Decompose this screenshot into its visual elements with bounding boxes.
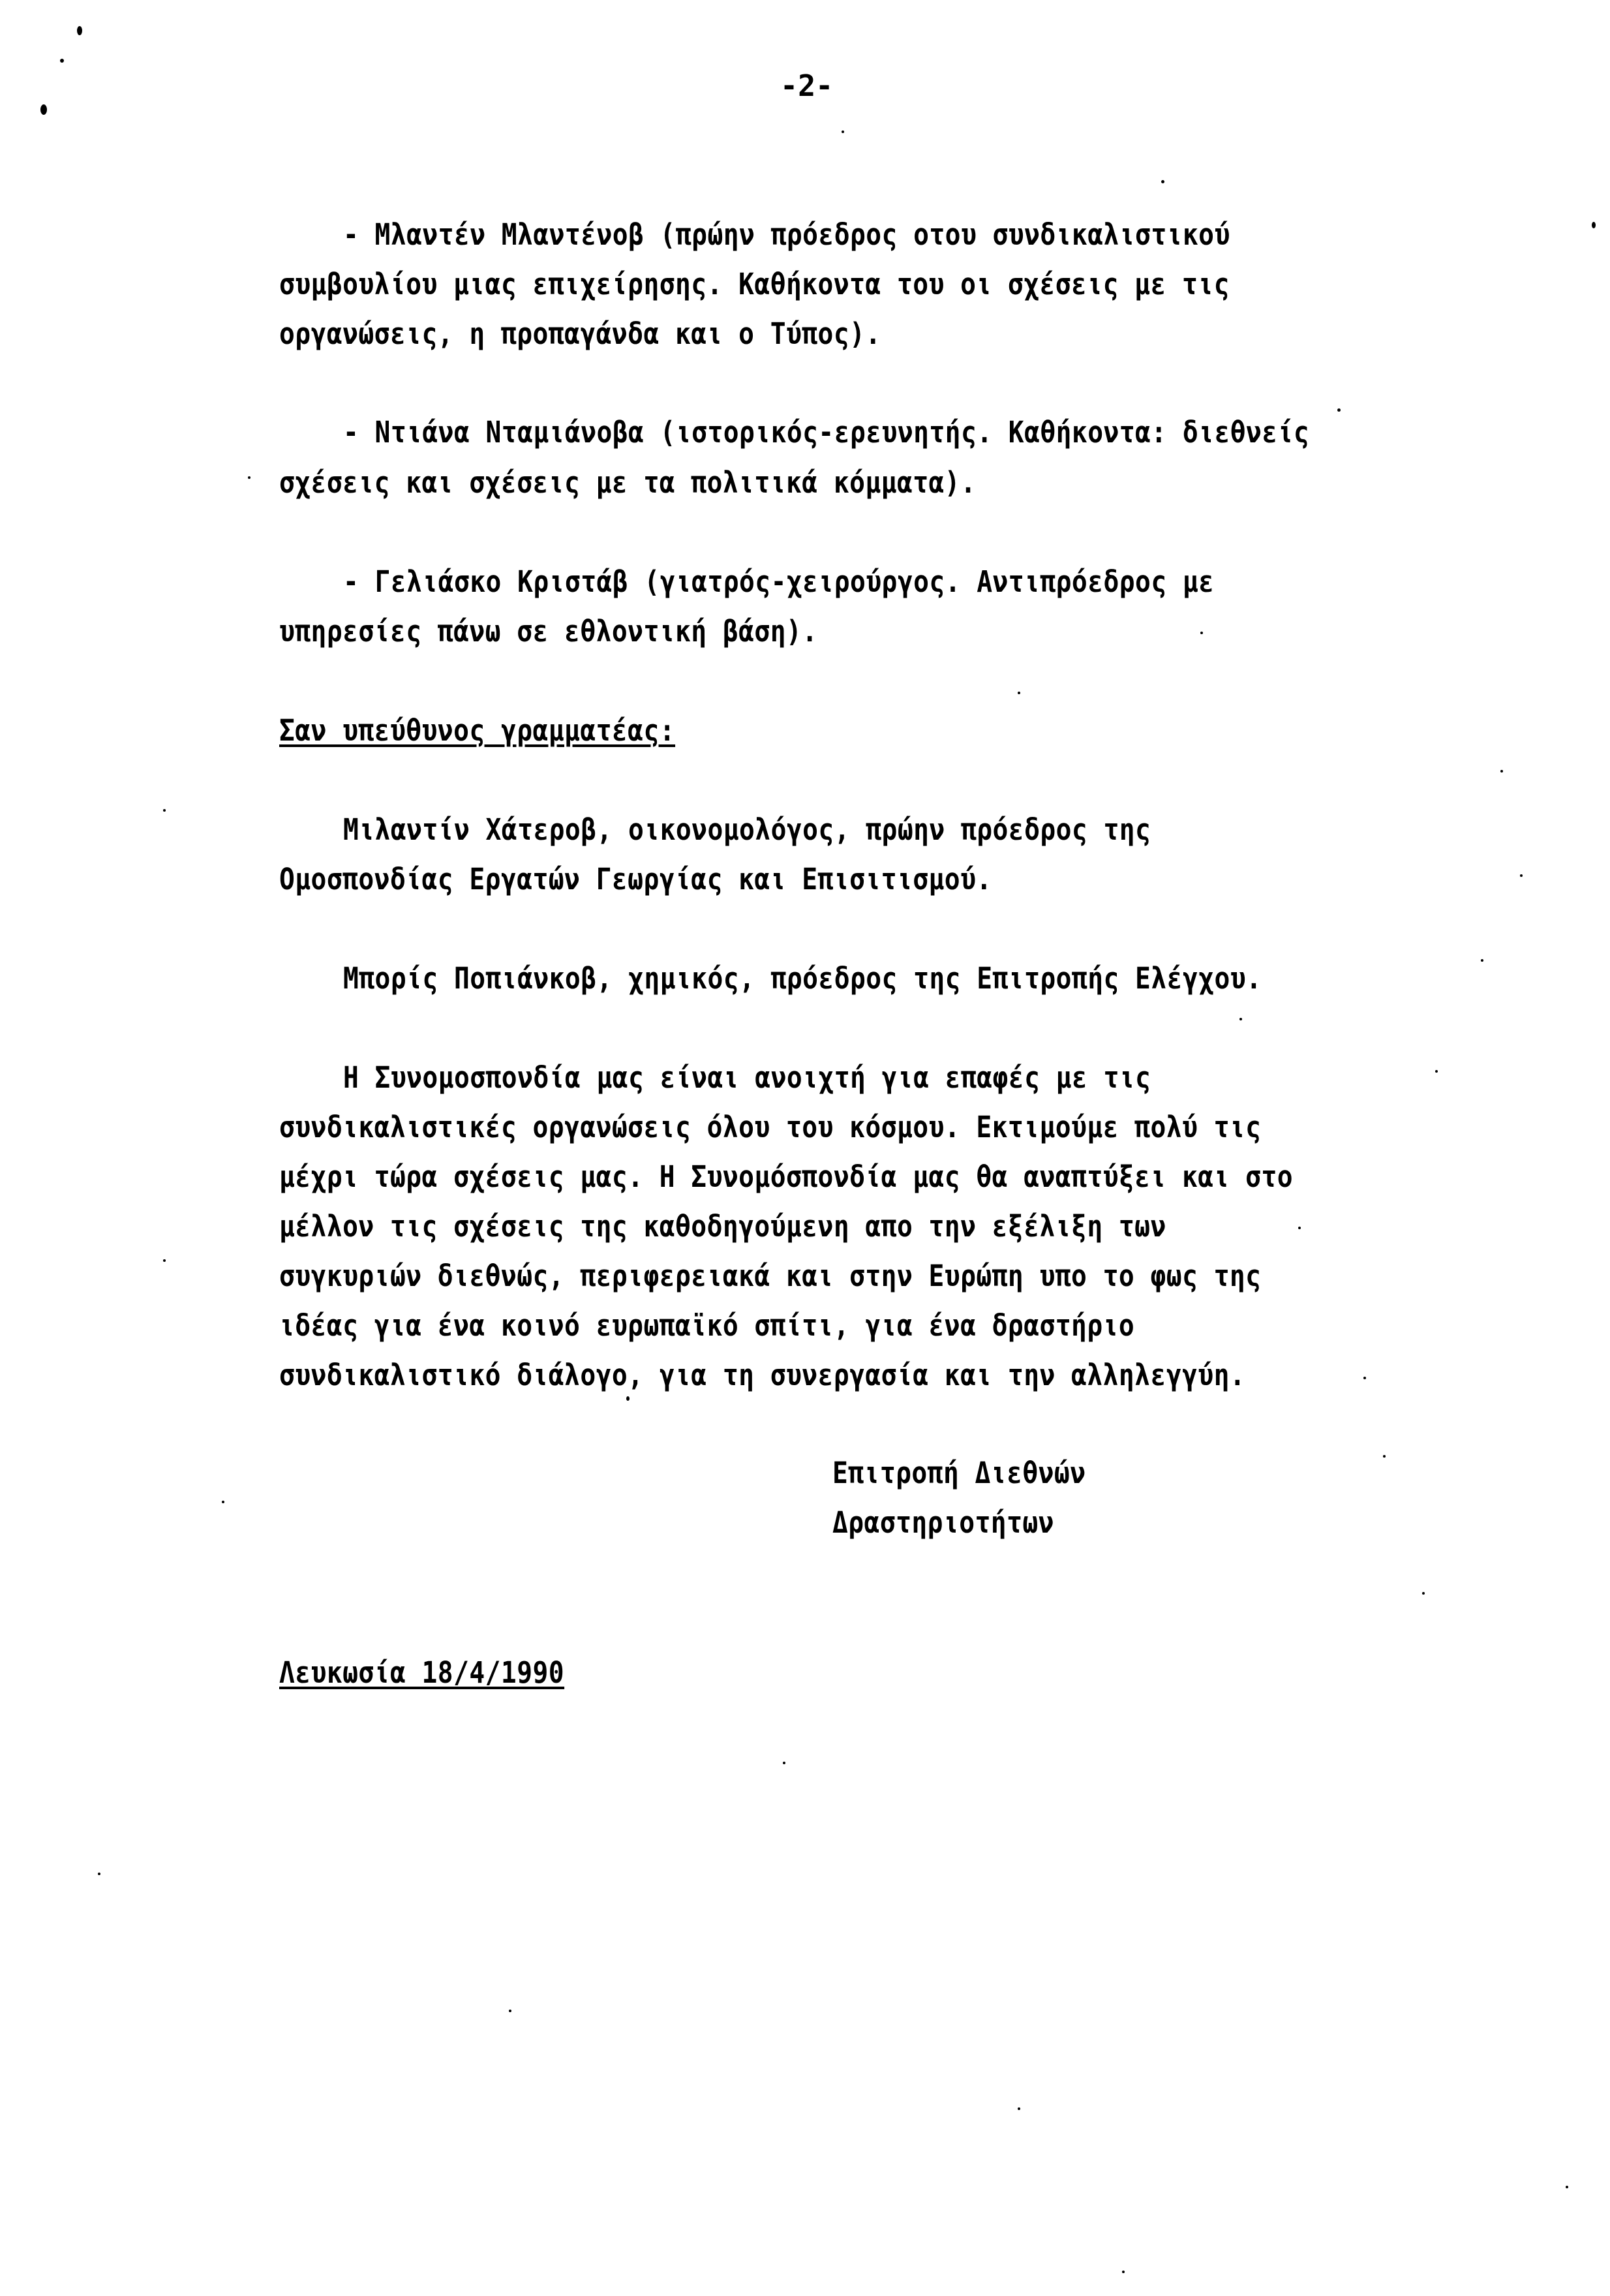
scan-speck [1337, 408, 1341, 412]
paragraph-2-line-2: σχέσεις και σχέσεις με τα πολιτικά κόμματα). [279, 465, 977, 500]
scan-speck [1566, 2186, 1568, 2188]
scan-speck [248, 476, 251, 479]
scan-speck [1200, 632, 1203, 634]
scan-speck [98, 1873, 100, 1875]
scan-speck [60, 59, 64, 63]
paragraph-6-line-3: μέχρι τώρα σχέσεις μας. Η Συνομόσπονδία μας θα αναπτύξει και στο [279, 1159, 1293, 1194]
scan-speck [626, 1396, 630, 1401]
date-line: Λευκωσία 18/4/1990 [279, 1655, 565, 1690]
scan-speck [509, 2010, 511, 2012]
paragraph-4-line-1: Μιλαντίν Χάτεροβ, οικονομολόγος, πρώην πρόεδρος της [343, 812, 1151, 847]
scan-speck [1122, 2271, 1125, 2273]
scan-speck [1500, 770, 1503, 773]
paragraph-6-line-4: μέλλον τις σχέσεις της καθοδηγούμενη απο την εξέλιξη των [279, 1209, 1166, 1244]
scan-speck [1298, 1227, 1301, 1229]
scan-speck [1422, 1592, 1425, 1595]
scan-speck [1161, 180, 1164, 183]
scan-speck [1363, 1377, 1366, 1379]
scan-speck [40, 104, 47, 115]
scan-speck [163, 809, 166, 812]
scan-speck [1481, 959, 1483, 962]
paragraph-1-line-2: συμβουλίου μιας επιχείρησης. Καθήκοντα του οι σχέσεις με τις [279, 267, 1230, 301]
paragraph-3-line-1: - Γελιάσκο Κριστάβ (γιατρός-χειρούργος. Αντιπρόεδρος με [343, 564, 1215, 599]
paragraph-6-line-1: Η Συνομοσπονδία μας είναι ανοιχτή για επαφές με τις [343, 1060, 1151, 1095]
paragraph-2-line-1: - Ντιάνα Νταμιάνοβα (ιστορικός-ερευνητής. Καθήκοντα: διεθνείς [343, 415, 1310, 450]
secretary-heading: Σαν υπεύθυνος γραμματέας: [279, 713, 676, 748]
paragraph-3-line-2: υπηρεσίες πάνω σε εθλοντική βάση). [279, 614, 818, 649]
scan-speck [842, 130, 844, 133]
paragraph-6-line-5: συγκυριών διεθνώς, περιφερειακά και στην Ευρώπη υπο το φως της [279, 1259, 1262, 1293]
scan-speck [1435, 1070, 1438, 1073]
page-number: -2- [780, 69, 834, 103]
paragraph-1-line-3: οργανώσεις, η προπαγάνδα και ο Τύπος). [279, 316, 881, 351]
paragraph-5-line-1: Μπορίς Ποπιάνκοβ, χημικός, πρόεδρος της Επιτροπής Ελέγχου. [343, 961, 1262, 996]
signature-line-1: Επιτροπή Διεθνών [832, 1456, 1086, 1490]
scan-speck [783, 1762, 785, 1764]
scan-speck [163, 1259, 166, 1262]
paragraph-1-line-1: - Μλαντέν Μλαντένοβ (πρώην πρόεδρος οτου συνδικαλιστικού [343, 217, 1230, 252]
scan-speck [77, 26, 82, 35]
scan-speck [1383, 1455, 1386, 1458]
paragraph-6-line-7: συνδικαλιστικό διάλογο, για τη συνεργασία και την αλληλεγγύη. [279, 1358, 1246, 1392]
paragraph-6-line-6: ιδέας για ένα κοινό ευρωπαϊκό σπίτι, για ένα δραστήριο [279, 1308, 1135, 1343]
scan-speck [1520, 874, 1523, 877]
paragraph-4-line-2: Ομοσπονδίας Εργατών Γεωργίας και Επισιτισμού. [279, 862, 992, 896]
scan-speck [1018, 692, 1020, 694]
scan-speck [1018, 2107, 1020, 2110]
scan-speck [1592, 222, 1596, 228]
scan-speck [1239, 1018, 1242, 1020]
scan-speck [222, 1501, 224, 1503]
signature-line-2: Δραστηριοτήτων [832, 1505, 1054, 1540]
paragraph-6-line-2: συνδικαλιστικές οργανώσεις όλου του κόσμου. Εκτιμούμε πολύ τις [279, 1110, 1262, 1144]
